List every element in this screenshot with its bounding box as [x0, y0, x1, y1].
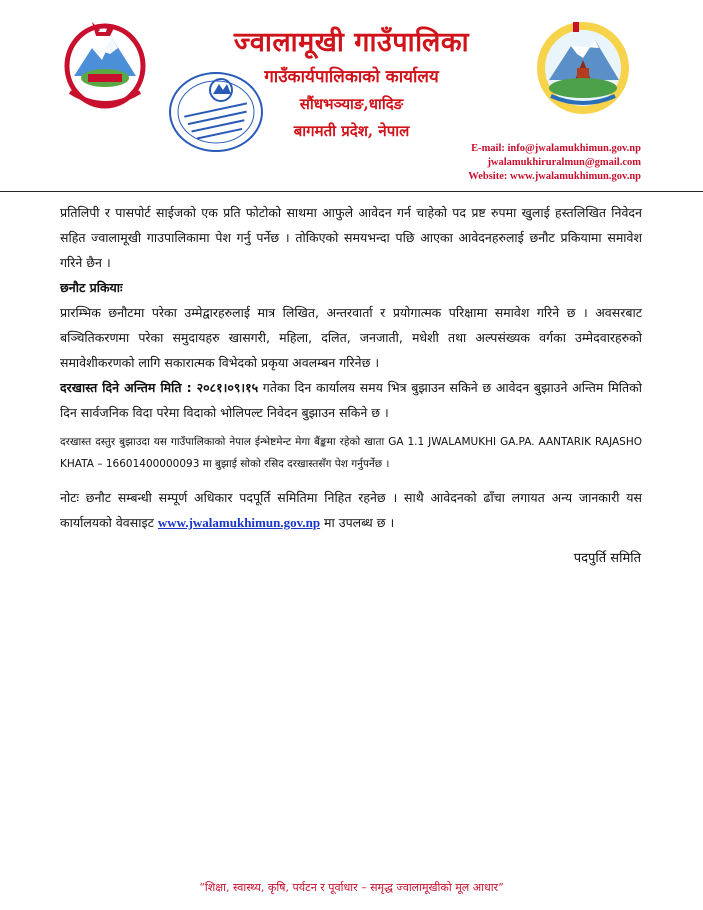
deadline-text: गतेका दिन कार्यालय समय भित्र बुझाउन सकिने छ आवेदन बुझाउने अन्तिम मितिको दिन सार्वजनिक विदा परेमा विदाको भोलिपल्ट निवेदन बुझाउन सकिने छ ।	[60, 380, 642, 420]
municipality-title: ज्वालामूखी गाउँपालिका	[233, 27, 470, 58]
paragraph-note	[60, 485, 642, 535]
paragraph-deadline	[60, 375, 642, 425]
office-province: बागमती प्रदेश, नेपाल	[293, 122, 410, 140]
paragraph-application: प्रतिलिपी र पासपोर्ट साईजको एक प्रति फोटोको साथमा आफुले आवेदन गर्न चाहेको पद प्रष्ट रुपमा खुलाई हस्तलिखित निवेदन सहित ज्वालामूखी गाउपालिकामा पेश गर्नु पर्नेछ । तोकिएको समयभन्दा पछि आएका आवेदनहरुलाई छनौट प्रकियामा समावेश गरिने छैन ।	[60, 205, 642, 270]
email-secondary[interactable]: jwalamukhiruralmun@gmail.com	[487, 157, 641, 168]
footer-motto: “शिक्षा, स्वास्थ्य, कृषि, पर्यटन र पूर्वाधार – समृद्ध ज्वालामूखीको मूल आधार”	[199, 881, 504, 894]
office-name: गाउँकार्यपालिकाको कार्यालय	[264, 67, 439, 87]
office-location: सौंधभञ्याङ,धादिङ	[299, 95, 404, 113]
note-tail: मा उपलब्ध छ ।	[320, 515, 395, 530]
selection-heading: छनौट प्रकियाः	[60, 280, 123, 295]
notice-body	[60, 200, 642, 535]
website-link[interactable]: www.jwalamukhimun.gov.np	[157, 515, 321, 530]
email-primary[interactable]: E-mail: info@jwalamukhimun.gov.np	[471, 143, 641, 154]
contact-block	[468, 142, 641, 184]
note-text: नोटः छनौट सम्बन्धी सम्पूर्ण अधिकार पदपूर्ति समितिमा निहित रहनेछ । साथै आवेदनको ढाँचा लगायत अन्य जानकारी यस कार्यालयको वेवसाइट	[60, 490, 642, 530]
paragraph-fee: दरखास्त दस्तुर बुझाउदा यस गाउँपालिकाको नेपाल ईन्भेष्टमेन्ट मेगा बैंङ्कमा रहेको खाता GA 1.1 JWALAMUKHI GA.PA. AANTARIK RAJASHO KHATA – 16601400000093 मा बुझाई सोको रसिद दरखास्तसँग पेश गर्नुपर्नेछ ।	[60, 436, 642, 470]
website-address[interactable]: Website: www.jwalamukhimun.gov.np	[468, 171, 641, 182]
deadline-label: दरखास्त दिने अन्तिम मिति : २०८१।०९।१५	[60, 380, 259, 395]
header-divider	[0, 191, 703, 192]
signature-committee: पदपुर्ति समिति	[573, 551, 641, 566]
paragraph-selection: प्रारम्भिक छनौटमा परेका उम्मेद्वारहरुलाई मात्र लिखित, अन्तरवार्ता र प्रयोगात्मक परिक्षामा समावेश गरिने छ । अवसरबाट बञ्चितिकरणमा परेका समुदायहरु खासगरी, महिला, दलित, जनजाती, मधेशी तथा अल्पसंख्यक वर्गका उम्मेदवारहरुको समावेशीकरणको लागि सकारात्मक विभेदको प्रकृया अवलम्बन गरिनेछ ।	[60, 305, 642, 370]
